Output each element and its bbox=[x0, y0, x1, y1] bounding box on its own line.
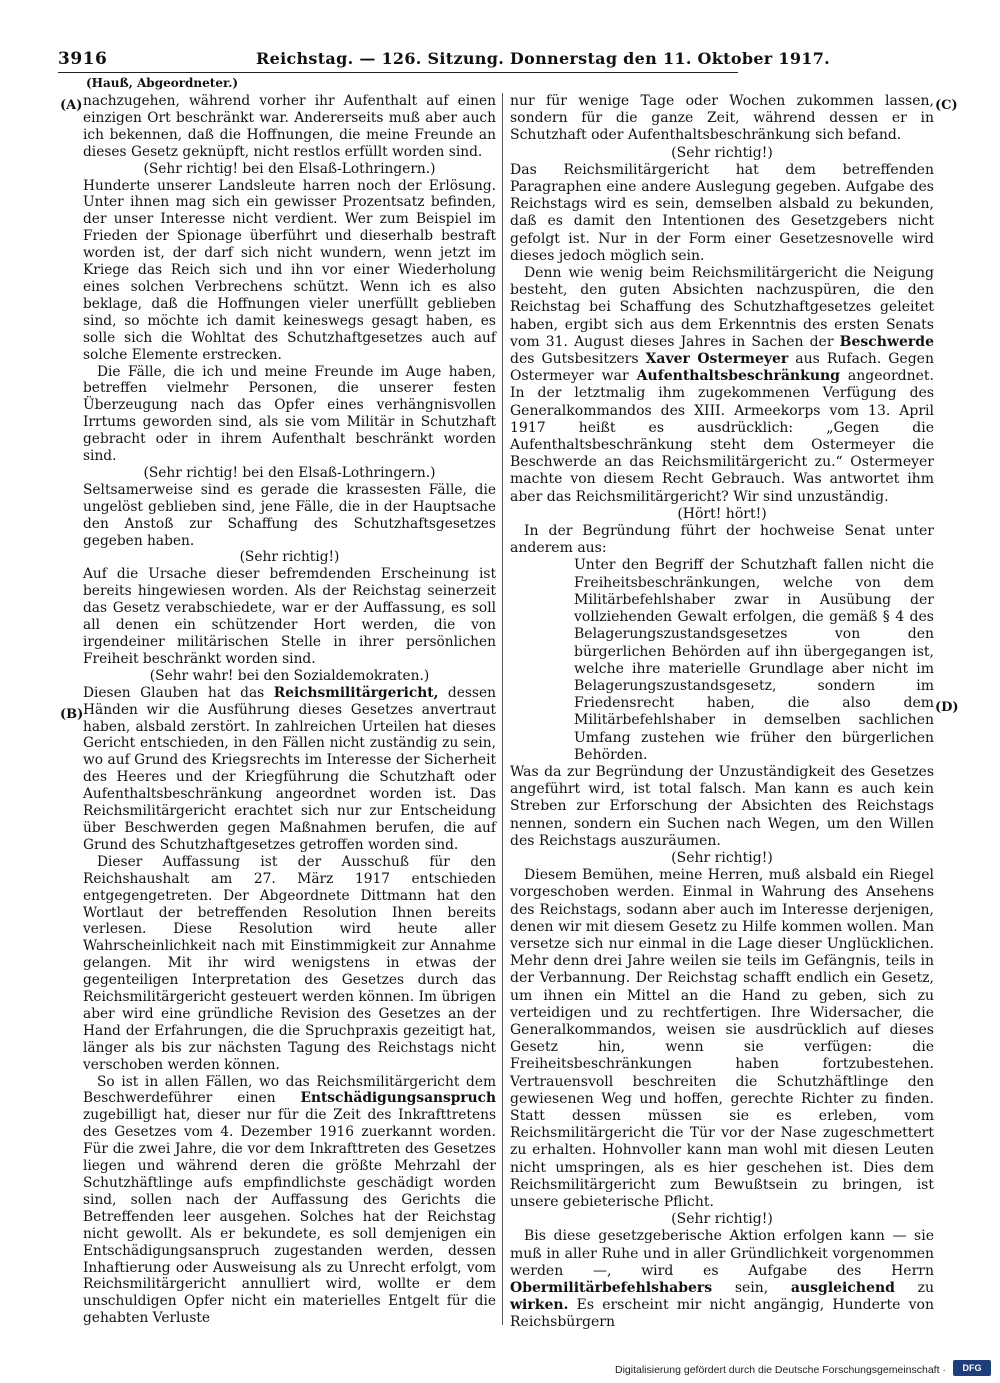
interjection: (Hört! hört!) bbox=[677, 505, 767, 522]
text-run: aus Rufach. Gegen Ostermeyer war bbox=[510, 351, 934, 385]
text-run: sein, bbox=[712, 1280, 791, 1297]
paragraph: nachzugehen, während vorher ihr Aufenthalt auf einen einzigen Ort beschränkt war. Andererseits muß aber auch ich bekennen, daß die Hoffnungen, die meine Freunde an dieses Gesetz geknüpft, nicht restlos erfüllt worden sind. bbox=[83, 93, 496, 160]
interjection: (Sehr richtig!) bbox=[671, 1211, 773, 1228]
text-run: Es erscheint mir nicht angängig, Hunderte von Reichsbürgern bbox=[510, 1297, 934, 1331]
bold-term: Reichsmilitärgericht, bbox=[273, 684, 439, 701]
interjection: (Sehr wahr! bei den Sozialdemokraten.) bbox=[149, 667, 430, 684]
text-run: Diesen Glauben hat das bbox=[83, 684, 274, 701]
page-header bbox=[58, 49, 831, 73]
bold-term: ausgleichend bbox=[790, 1280, 895, 1297]
paragraph: Dieser Auffassung ist der Ausschuß für den Reichshaushalt am 27. März 1917 entschieden entgegengetreten. Der Abgeordnete Dittmann hat den Wortlaut der betreffenden Resolution Ihnen bereits verlesen. Diese Resolution wird heute aller Wahrscheinlichkeit nach mit Einstimmigkeit zur Annahme gelangen. Mit ihr wird wenigstens in etwas der gegenteiligen Interpretation des Gesetzes durch das Reichsmilitärgericht gesteuert werden können. Im übrigen aber wird eine gründliche Revision des Gesetzes an der Hand der Erfahrungen, die die Spruchpraxis gezeitigt hat, länger als bis zur nächsten Tagung des Reichstags nicht verschoben werden können. bbox=[83, 853, 496, 1073]
paragraph: In der Begründung führt der hochweise Senat unter anderem aus: bbox=[510, 523, 934, 557]
paragraph: Seltsamerweise sind es gerade die krassesten Fälle, die ungelöst geblieben sind, jene Fälle, die in der Hauptsache den Anstoß zur Schaffung des Schutzhaftsgesetzes gegeben haben. bbox=[83, 481, 496, 549]
text-run: Bis diese gesetzgeberische Aktion erfolgen kann — sie muß in aller Ruhe und in aller Gründlichkeit vorgenommen werden —, wird es Aufgabe des Herrn bbox=[510, 1228, 934, 1279]
bold-term: Beschwerde bbox=[839, 333, 934, 350]
margin-marker-b: (B) bbox=[60, 707, 84, 722]
interjection: (Sehr richtig!) bbox=[671, 849, 773, 866]
block-quote: Unter den Begriff der Schutzhaft fallen nicht die Freiheitsbeschränkungen, welche von dem Militärbefehlshaber zwar in Ausübung der vollziehenden Gewalt erfolgen, die gemäß § 4 des Belagerungszustandsgesetzes von den bürgerlichen Behörden auf ihn übergegangen ist, welche ihre materielle Grundlage aber nicht im Belagerungszustandsgesetz, sondern im Friedensrecht haben, die also dem Militärbefehlshaber in demselben sachlichen Umfang zustehen wie früher den bürgerlichen Behörden. bbox=[574, 557, 934, 763]
interjection: (Sehr richtig! bei den Elsaß-Lothringern.) bbox=[143, 160, 436, 177]
text-run: zu bbox=[894, 1280, 934, 1297]
paragraph: Auf die Ursache dieser befremdenden Erscheinung ist bereits hingewiesen worden. Als der Reichstag seinerzeit das Gesetz verabschiedete, war er der Auffassung, es soll all denen ein schützender Hort werden, die von irgendeiner militärischen Stelle in ihrer persönlichen Freiheit beschränkt worden sind. bbox=[83, 566, 496, 667]
paragraph bbox=[83, 1074, 496, 1328]
page-number: 3916 bbox=[58, 49, 108, 69]
bold-term: Entschädigungsanspruch bbox=[300, 1090, 496, 1107]
paragraph bbox=[83, 685, 496, 854]
bold-term: wirken. bbox=[510, 1297, 569, 1314]
digitization-credit: Digitalisierung gefördert durch die Deutsche Forschungsgemeinschaft · bbox=[615, 1364, 946, 1376]
dfg-logo: DFG bbox=[953, 1360, 991, 1376]
paragraph: nur für wenige Tage oder Wochen zukommen lassen, sondern für die ganze Zeit, während dessen er in Schutzhaft oder Aufenthaltsbeschränkung sich befand. bbox=[510, 93, 934, 144]
running-title: Reichstag. — 126. Sitzung. Donnerstag den 11. Oktober 1917. bbox=[256, 49, 831, 68]
margin-marker-d: (D) bbox=[935, 700, 959, 715]
left-column bbox=[83, 93, 496, 1333]
interjection: (Sehr richtig! bei den Elsaß-Lothringern.) bbox=[143, 464, 436, 481]
text-run: Denn wie wenig beim Reichsmilitärgericht die Neigung besteht, den guten Absichten nachzuspüren, die den Reichstag bei Schaffung des Schutzhaftgesetzes geleitet haben, ergibt sich aus dem Erkenntnis des ersten Senats vom 31. August dieses Jahres in Sachen der bbox=[510, 265, 934, 350]
column-divider bbox=[502, 93, 503, 1325]
text-run: dessen Händen wir die Ausführung dieses Gesetzes anvertraut haben, alsbald zerstört. In zahlreichen Urteilen hat dieses Gericht entschieden, in den Fällen nicht zuständig zu sein, wo auf Grund des Kriegsrechts im Interesse der Sicherheit des Heeres und der Kriegführung die Schutzhaft oder Aufenthaltsbeschränkung angeordnet worden ist. Das Reichsmilitärgericht erachtet sich nur zur Entscheidung über Beschwerden gegen Maßnahmen berufen, die auf Grund des Schutzhaftgesetzes getroffen worden sind. bbox=[83, 684, 496, 853]
interjection: (Sehr richtig!) bbox=[671, 144, 773, 161]
text-run: angeordnet. In der letztmalig ihm zugekommenen Verfügung des Generalkommandos des XIII. Armeekorps vom 13. April 1917 heißt es ausdrücklich: „Gegen die Aufenthaltsbeschränkung steht dem Ostermeyer die Beschwerde an das Reichsmilitärgericht zu.“ Ostermeyer machte von diesem Recht Gebrauch. Was antwortet ihm aber das Reichsmilitärgericht? Wir sind unzuständig. bbox=[510, 368, 935, 505]
margin-marker-a: (A) bbox=[60, 98, 83, 113]
interjection: (Sehr richtig!) bbox=[239, 549, 340, 566]
paragraph bbox=[510, 1228, 934, 1331]
margin-marker-c: (C) bbox=[935, 98, 958, 113]
paragraph: Das Reichsmilitärgericht hat dem betreffenden Paragraphen eine andere Auslegung gegeben. Aufgabe des Reichstags wird es sein, demselben alsbald zu bekunden, daß es damit den Intentionen des Gesetzgebers nicht gefolgt ist. Nur in der Form einer Gesetzesnovelle wird dieses jedoch möglich sein. bbox=[510, 161, 934, 264]
bold-term: Aufenthaltsbeschränkung bbox=[636, 368, 840, 385]
paragraph bbox=[510, 265, 934, 506]
right-column bbox=[510, 93, 934, 1333]
paragraph: Hunderte unserer Landsleute harren noch der Erlösung. Unter ihnen mag sich ein gewisser Prozentsatz befinden, der unser Interesse nicht verdient. Wer zum Beispiel im Frieden der Spionage überführt und dieserhalb bestraft worden ist, der darf sich nicht wundern, wenn jetzt im Kriege das Reich sich und ihn vor einer Wiederholung eines solchen Verbrechens schützt. Wenn ich es also beklage, daß die Hoffnungen vieler unerfüllt geblieben sind, so möchte ich damit keineswegs gesagt haben, es solle sich die Wohltat des Schutzhaftgesetzes auch auf solche Elemente erstrecken. bbox=[83, 177, 496, 363]
paragraph: Diesem Bemühen, meine Herren, muß alsbald ein Riegel vorgeschoben werden. Einmal in Wahrung des Ansehens des Reichstags, sodann aber auch im Interesse derjenigen, denen wir mit diesem Gesetz zu Hilfe kommen wollen. Man versetze sich nur einmal in die Lage dieser Unglücklichen. Mehr denn drei Jahre weilen sie teils im Gefängnis, teils in der Verbannung. Der Reichstag schafft endlich ein Gesetz, um ihnen ein Mittel an die Hand zu geben, sich zu verteidigen und zu rechtfertigen. Ihre Widersacher, die Generalkommandos, weisen sie ausdrücklich auf dieses Gesetz hin, wenn sie verfügen: die Freiheitsbeschränkungen haben fortzubestehen. Vertrauensvoll beschreiten die Schutzhäftlinge den gewiesenen Weg und hoffen, gerechte Richter zu finden. Statt dessen müssen sie es erleben, vom Reichsmilitärgericht die Tür vor der Nase zugeschmettert zu erhalten. Hohnvoller kann man wohl mit diesen Leuten nicht umspringen, als es hier geschehen ist. Dies dem Reichsmilitärgericht zum Bewußtsein zu bringen, ist unsere gebieterische Pflicht. bbox=[510, 867, 934, 1210]
text-run: zugebilligt hat, dieser nur für die Zeit des Inkrafttretens des Gesetzes vom 4. Dezember 1916 zuerkannt worden. Für die zwei Jahre, die vor dem Inkrafttreten des Gesetzes liegen und während deren die größte Mehrzahl der Schutzhäftlinge aufs empfindlichste geschädigt worden sind, sollen nach der Auffassung des Gerichts die Betreffenden leer ausgehen. Solches hat der Reichstag nicht gewollt. Als er bekundete, es soll demjenigen ein Entschädigungsanspruch zugestanden werden, dessen Inhaftierung oder Ausweisung als zu Unrecht erfolgt, vom Reichsmilitärgericht annulliert wird, wollte er dem unschuldigen Opfer nicht ein materielles Entgelt für die gehabten Verluste bbox=[83, 1107, 496, 1327]
speaker-label: (Hauß, Abgeordneter.) bbox=[86, 76, 239, 90]
bold-term: Xaver Ostermeyer bbox=[645, 351, 789, 368]
paragraph: Was da zur Begründung der Unzuständigkeit des Gesetzes angeführt wird, ist total falsch. Man kann es auch kein Streben zur Erforschung der Absichten des Reichstags nennen, sondern ein Suchen nach Wegen, um den Willen des Reichstags auszuräumen. bbox=[510, 763, 934, 849]
header-rule bbox=[58, 72, 738, 73]
text-run: So ist in allen Fällen, wo das Reichsmilitärgericht dem Beschwerdeführer einen bbox=[83, 1073, 496, 1107]
text-run: des Gutsbesitzers bbox=[510, 351, 646, 368]
paragraph: Die Fälle, die ich und meine Freunde im Auge haben, betreffen vielmehr Personen, die unserer festen Überzeugung nach das Opfer eines verhängnisvollen Irrtums geworden sind, als sie vom Militär in Schutzhaft gebracht oder in ihrem Aufenthalt beschränkt worden sind. bbox=[83, 363, 496, 465]
bold-term: Obermilitärbefehlshabers bbox=[510, 1280, 713, 1297]
